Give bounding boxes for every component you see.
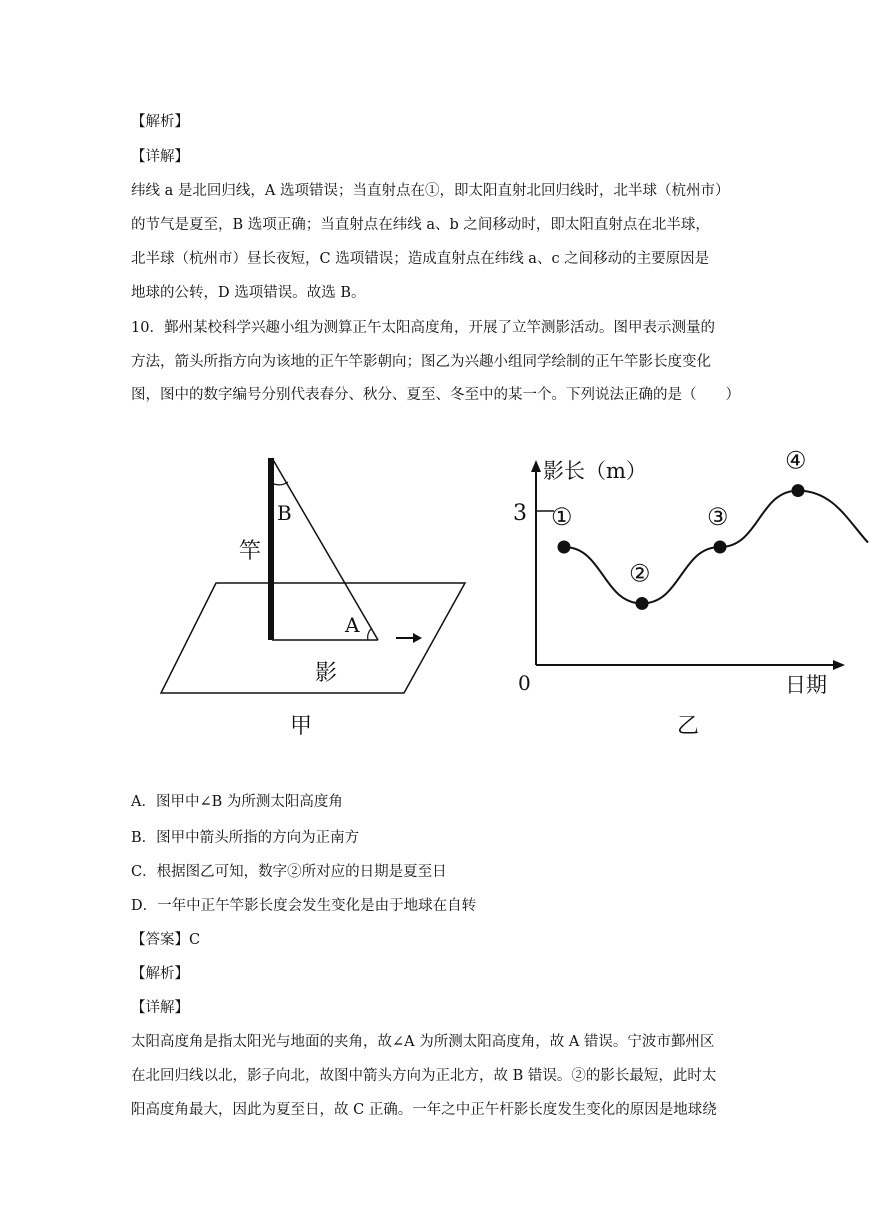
data-point-label-4: ④ — [785, 450, 807, 475]
y-tick-label: 3 — [513, 501, 527, 526]
explanation-line: 地球的公转，D 选项错误。故选 B。 — [131, 285, 366, 301]
analysis-heading: 【解析】 — [131, 114, 189, 130]
explanation-line: 在北回归线以北，影子向北，故图中箭头方向为正北方，故 B 错误。②的影长最短，此时太 — [131, 1068, 717, 1084]
arrow-icon — [413, 633, 422, 643]
sunlight-line — [272, 458, 378, 640]
x-axis-arrow — [833, 660, 845, 670]
answer-line: 【答案】C — [131, 932, 201, 948]
explanation-line: 太阳高度角是指太阳光与地面的夹角，故∠A 为所测太阳高度角，故 A 错误。宁波市鄞州区 — [131, 1034, 715, 1050]
explanation-line: 阳高度角最大，因此为夏至日，故 C 正确。一年之中正午杆影长度发生变化的原因是地球绕 — [131, 1102, 717, 1118]
pole — [268, 458, 274, 640]
explanation-line: 的节气是夏至，B 选项正确；当直射点在纬线 a、b 之间移动时，即太阳直射点在北半球， — [131, 217, 710, 233]
data-point-label-3: ③ — [707, 503, 729, 532]
y-axis-arrow — [531, 460, 541, 472]
angle-a-label: A — [345, 613, 360, 637]
caption-jia: 甲 — [290, 714, 313, 739]
data-point-2 — [636, 597, 649, 610]
data-point-label-1: ① — [551, 503, 573, 532]
analysis-heading-2: 【解析】 — [131, 966, 189, 982]
caption-yi: 乙 — [677, 714, 700, 739]
shadow-label: 影 — [315, 661, 338, 686]
explanation-line: 北半球（杭州市）昼长夜短，C 选项错误；造成直射点在纬线 a、c 之间移动的主要原因是 — [131, 251, 710, 267]
figure-jia — [150, 450, 480, 750]
option-a: A．图甲中∠B 为所测太阳高度角 — [131, 794, 343, 810]
question-line: 方法，箭头所指方向为该地的正午竿影朝向；图乙为兴趣小组同学绘制的正午竿影长度变化 — [131, 354, 711, 370]
data-point-3 — [714, 541, 727, 554]
option-d: D．一年中正午竿影长度会发生变化是由于地球在自转 — [131, 898, 477, 914]
x-axis-label: 日期 — [785, 673, 827, 697]
data-point-4 — [792, 484, 805, 497]
question-line: 图，图中的数字编号分别代表春分、秋分、夏至、冬至中的某一个。下列说法正确的是（ ） — [131, 387, 740, 403]
data-point-label-2: ② — [629, 559, 651, 588]
question-line: 10．鄞州某校科学兴趣小组为测算正午太阳高度角，开展了立竿测影活动。图甲表示测量的 — [131, 320, 715, 336]
y-axis-label: 影长（m） — [543, 459, 647, 483]
origin-label: 0 — [518, 671, 531, 695]
detail-heading-2: 【详解】 — [131, 1000, 189, 1016]
pole-label: 竿 — [239, 539, 262, 564]
option-b: B．图甲中箭头所指的方向为正南方 — [131, 830, 360, 846]
detail-heading: 【详解】 — [131, 149, 189, 165]
explanation-line: 纬线 a 是北回归线，A 选项错误；当直射点在①，即太阳直射北回归线时，北半球（杭州市） — [131, 183, 730, 199]
figure-yi-chart — [505, 450, 869, 750]
angle-b-label: B — [277, 501, 292, 525]
data-point-1 — [558, 541, 571, 554]
option-c: C．根据图乙可知，数字②所对应的日期是夏至日 — [131, 864, 447, 880]
